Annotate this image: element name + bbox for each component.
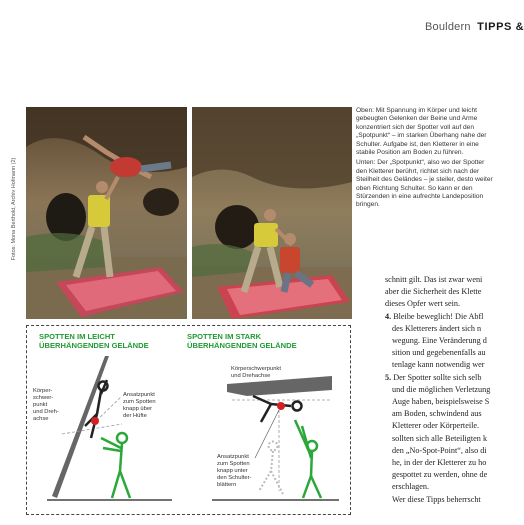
photo-credit-text: Fotos: Mona Berthold, Archiv Hofmann (2)	[11, 157, 17, 261]
text-line: wegung. Eine Veränderung d	[392, 336, 487, 346]
label-right-center-of-gravity: Körperschwerpunkt und Drehachse	[231, 366, 281, 379]
text-line: he, in der der Kletterer zu ho	[392, 458, 487, 468]
photo-spotting-light-overhang	[26, 107, 187, 319]
text-line: 5. Der Spotter sollte sich selb	[385, 372, 482, 382]
label-left-center-of-gravity: Körper- schwer- punkt und Dreh- achse	[33, 388, 59, 422]
spotting-illustration	[27, 326, 349, 513]
text-line: tenlage kann notwendig wer	[392, 360, 485, 370]
text-line: Wer diese Tipps beherrscht	[392, 494, 481, 504]
text-line: Auge haben, beispielsweise S	[392, 397, 490, 407]
text-line: des Kletterers ändert sich n	[392, 323, 482, 333]
spotter-figure-right	[295, 420, 321, 498]
photo-credit	[6, 108, 20, 318]
diagram-title-strong: SPOTTEN IM STARK ÜBERHÄNGENDEN GELÄNDE	[187, 332, 297, 350]
text-line: sition und gegebenenfalls au	[392, 348, 486, 358]
section-heading	[425, 21, 524, 33]
spot-point-left	[91, 417, 99, 425]
text-line: am Boden, schwindend aus	[392, 409, 482, 419]
spot-point-right	[277, 402, 285, 410]
caption-bottom: Unten: Der „Spotpunkt“, also wo der Spotter den Kletterer berührt, richtet sich nach der Steilheit des Geländes – je steiler, desto weiter oben Richtung Schulter. So kann er den Stürzenden in eine aufrechte Landeposition bringen.	[356, 159, 493, 209]
photo-spotting-strong-overhang	[192, 107, 352, 319]
caption-top: Oben: Mit Spannung im Körper und leicht gebeugten Gelenken der Beine und Arme konzentriert sich der Spotter voll auf den „Spotpunkt“ – im starken Überhang nahe der Schulter. Aufgabe ist, den Kletterer in eine stabile Position am Boden zu führen.	[356, 107, 487, 157]
text-line: aber die Sicherheit des Klette	[385, 287, 482, 297]
text-line: 4. Bleibe beweglich! Die Abfl	[385, 311, 484, 321]
spotting-diagram	[26, 325, 351, 515]
label-right-spot-point: Ansatzpunkt zum Spotten knapp unter den Schulter- blättern	[217, 454, 252, 488]
text-line: dieses Opfer wert sein.	[385, 299, 461, 309]
wall-light-overhang	[52, 356, 109, 498]
photo-caption	[356, 107, 496, 212]
text-line: erschlagen.	[392, 482, 430, 492]
page-header	[0, 0, 524, 60]
text-line: Kletterer oder Körperteile.	[392, 421, 480, 431]
spotter-figure-left	[101, 433, 130, 498]
diagram-title-light: SPOTTEN IM LEICHT ÜBERHÄNGENDEN GELÄNDE	[39, 332, 149, 350]
section-label: Bouldern	[425, 21, 471, 33]
text-line: schnitt gilt. Das ist zwar weni	[385, 275, 483, 284]
topic-label: TIPPS &	[477, 21, 524, 33]
text-line: gespottet zu werden, ohne de	[392, 470, 488, 480]
text-line: und die möglichen Verletzung	[392, 384, 491, 394]
text-line: sollten sich alle Beteiligten k	[392, 433, 488, 443]
article-text-column	[385, 274, 500, 506]
text-line: den „No-Spot-Point“, also di	[392, 445, 487, 455]
label-left-spot-point: Ansatzpunkt zum Spotten knapp über der Hüfte	[123, 392, 156, 419]
